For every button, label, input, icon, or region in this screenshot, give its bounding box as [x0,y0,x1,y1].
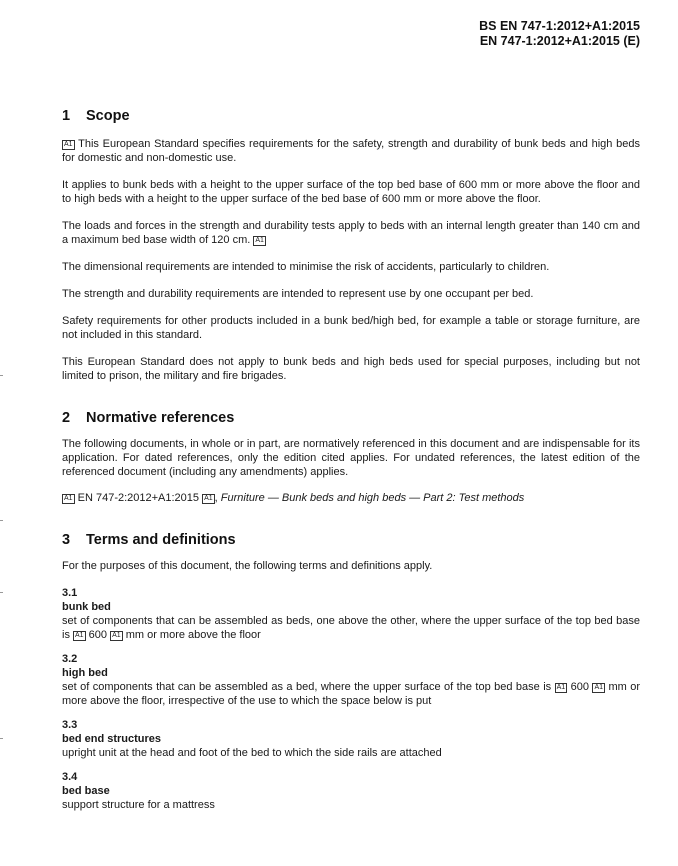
term-number: 3.3 [62,719,78,731]
amendment-end-marker: A1 [204,495,213,502]
term-name: bed end structures [62,733,162,745]
term-entry [62,586,640,642]
terms-intro: For the purposes of this document, the following terms and definitions apply. [62,560,433,572]
section-title: Scope [86,108,130,124]
margin-mark [0,592,3,593]
scope-paragraph-4: The dimensional requirements are intended to minimise the risk of accidents, particularly to children. [62,261,550,273]
section-title: Terms and definitions [86,532,236,548]
term-number: 3.1 [62,587,78,599]
term-definition: upright unit at the head and foot of the bed to which the side rails are attached [62,747,442,759]
amendment-start-marker: A1 [75,632,84,639]
amendment-end-marker: A1 [112,632,121,639]
scope-paragraph-1: A1 This European Standard specifies requirements for the safety, strength and durability of bunk beds and high beds for domestic and non-domestic use. [62,138,640,164]
term-name: bed base [62,785,110,797]
scope-paragraph-2: It applies to bunk beds with a height to the upper surface of the top bed base of 600 mm or more above the floor and to high beds with a height to the upper surface of the bed base of 600 mm or more above the floor. [62,179,640,205]
margin-mark [0,375,3,376]
term-name: bunk bed [62,601,111,613]
section-number: 1 [62,108,71,124]
term-definition: set of components that can be assembled as beds, one above the other, where the upper surface of the top bed base is A1 600 A1 mm or more above the floor [62,615,640,641]
reference-code: EN 747-2:2012+A1:2015 [77,492,200,504]
standard-code-bs: BS EN 747-1:2012+A1:2015 [479,19,640,33]
document-body [62,108,640,812]
section-number: 2 [62,410,71,426]
term-entry [62,770,640,812]
section-title: Normative references [86,410,235,426]
section-2-heading [62,410,640,426]
amendment-start-marker: A1 [64,141,73,148]
term-number: 3.4 [62,771,78,783]
amendment-start-marker: A1 [64,495,73,502]
section-1-heading [62,108,640,124]
amendment-end-marker: A1 [594,684,604,691]
margin-mark [0,738,3,739]
normative-reference-item: A1 EN 747-2:2012+A1:2015 A1 , Furniture — Bunk beds and high beds — Part 2: Test methods [64,492,525,504]
term-name: high bed [62,667,108,679]
term-entry [62,718,640,760]
scope-paragraph-7: This European Standard does not apply to bunk beds and high beds used for special purposes, including but not limited to prison, the military and fire brigades. [62,356,640,382]
section-number: 3 [62,532,71,548]
page-header [479,19,640,49]
term-definition: set of components that can be assembled as a bed, where the upper surface of the top bed base is A1 600 A1 mm or more above the floor, irrespective of the use to which the space below is put [62,681,641,707]
amendment-start-marker: A1 [556,684,566,691]
normative-paragraph: The following documents, in whole or in part, are normatively referenced in this document and are indispensable for its application. For dated references, only the edition cited applies. For undated references, the latest edition of the referenced document (including any amendments) applies. [62,438,640,478]
amendment-end-marker: A1 [255,237,264,244]
section-3-heading [62,532,640,548]
margin-mark [0,520,3,521]
scope-paragraph-3: The loads and forces in the strength and durability tests apply to beds with an internal length greater than 140 cm and a maximum bed base width of 120 cm. A1 [62,220,640,246]
reference-title: Furniture — Bunk beds and high beds — Part 2: Test methods [220,492,525,504]
term-number: 3.2 [62,653,78,665]
term-definition: support structure for a mattress [62,799,215,811]
scope-paragraph-5: The strength and durability requirements are intended to represent use by one occupant per bed. [62,288,534,300]
scope-paragraph-6: Safety requirements for other products included in a bunk bed/high bed, for example a table or storage furniture, are not included in this standard. [62,315,640,341]
term-entry [62,652,640,708]
standard-code-en: EN 747-1:2012+A1:2015 (E) [479,34,640,48]
